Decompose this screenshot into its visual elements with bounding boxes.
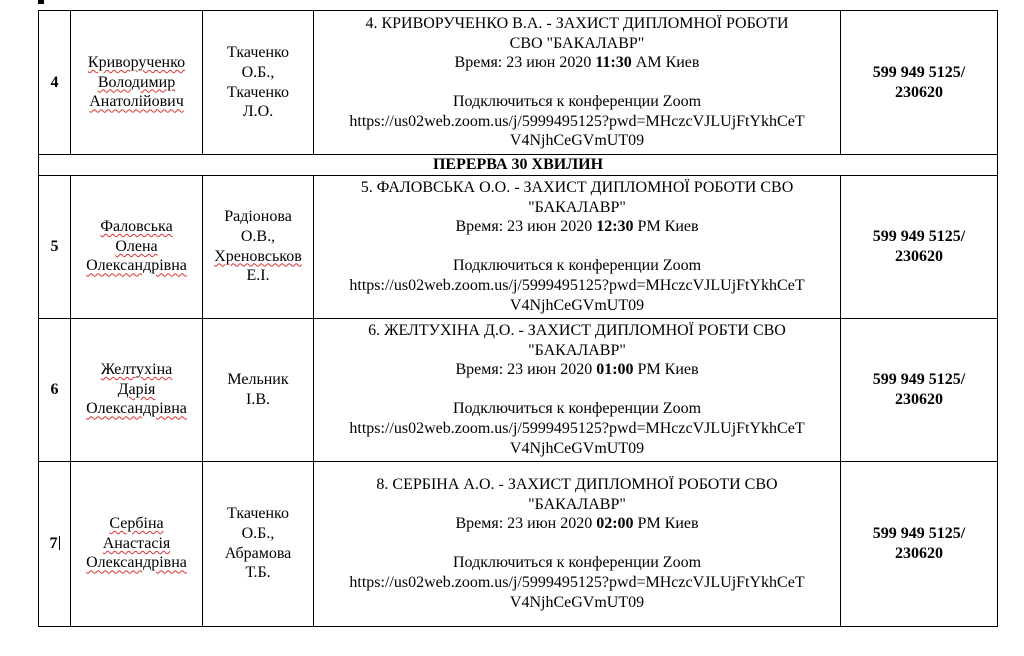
conference-id-cell <box>841 461 998 626</box>
conference-id: 599 949 5125/ <box>872 228 966 245</box>
time-suffix: PM Киев <box>633 218 699 236</box>
zoom-link[interactable]: https://us02web.zoom.us/j/5999495125?pwd=MHczcVJLUjFtYkhCeT <box>349 573 805 591</box>
student-name-line: Сербіна <box>109 515 164 533</box>
row-number <box>39 461 71 626</box>
conference-code: 230620 <box>895 83 943 101</box>
student-name-cell <box>71 175 203 318</box>
row-number: 6 <box>39 318 71 461</box>
supervisor-cell <box>203 11 314 155</box>
student-name-line: Анастасія <box>102 534 171 552</box>
time-suffix: PM Киев <box>633 515 699 533</box>
supervisor-line: О.Б., <box>241 525 275 542</box>
meeting-time <box>318 53 836 73</box>
zoom-connect-text: Подключиться к конференции Zoom <box>452 554 702 572</box>
zoom-connect-text: Подключиться к конференции Zoom <box>452 93 702 111</box>
supervisor-cell <box>203 318 314 461</box>
conference-id-cell <box>841 11 998 155</box>
conference-code: 230620 <box>895 247 943 265</box>
student-name-cell <box>71 318 203 461</box>
defense-title-cont: "БАКАЛАВР" <box>528 495 626 513</box>
table-row <box>39 175 998 318</box>
meeting-info-cell <box>314 11 841 155</box>
time-value: 12:30 <box>596 218 634 236</box>
supervisor-line: О.В., <box>240 228 276 245</box>
conference-id: 599 949 5125/ <box>872 63 966 81</box>
defense-title-cont: "БАКАЛАВР" <box>528 341 626 359</box>
conference-id: 599 949 5125/ <box>872 371 966 388</box>
time-value: 02:00 <box>596 515 634 533</box>
supervisor-line: Хреновськов <box>214 247 302 265</box>
student-name-cell <box>71 11 203 155</box>
student-name-line: Дарія <box>117 380 156 398</box>
conference-id-cell <box>841 175 998 318</box>
conference-id-cell <box>841 318 998 461</box>
supervisor-line: Ткаченко <box>226 505 290 523</box>
student-name-cell <box>71 461 203 626</box>
supervisor-line: Радіонова <box>224 208 292 226</box>
row-number-text: 7 <box>49 534 58 552</box>
meeting-info-cell <box>314 175 841 318</box>
meeting-info-cell <box>314 461 841 626</box>
defense-title-cont: СВО "БАКАЛАВР" <box>509 34 645 52</box>
supervisor-line: Мельник <box>227 371 289 388</box>
student-name-line: Олександрівна <box>86 554 187 572</box>
time-value: 11:30 <box>595 54 632 72</box>
time-suffix: PM Киев <box>633 361 699 379</box>
zoom-link[interactable]: https://us02web.zoom.us/j/5999495125?pwd=MHczcVJLUjFtYkhCeT <box>349 276 805 294</box>
meeting-time <box>318 217 836 237</box>
zoom-link-cont[interactable]: V4NjhCeGVmUT09 <box>509 132 645 150</box>
meeting-time <box>318 514 836 534</box>
zoom-link-cont[interactable]: V4NjhCeGVmUT09 <box>509 593 645 611</box>
supervisor-line: Т.Б. <box>245 564 271 582</box>
time-value: 01:00 <box>596 361 634 379</box>
student-name-line: Анатолійович <box>89 93 184 111</box>
supervisor-line: І.В. <box>246 390 270 408</box>
conference-code: 230620 <box>895 390 943 408</box>
meeting-info-cell <box>314 318 841 461</box>
break-label: ПЕРЕРВА 30 ХВИЛИН <box>39 155 998 176</box>
defense-title: 4. КРИВОРУЧЕНКО В.А. - ЗАХИСТ ДИПЛОМНОЇ РОБОТИ <box>365 14 789 32</box>
page-corner-mark <box>38 0 44 4</box>
student-name-line: Криворученко <box>87 54 186 72</box>
defense-title: 8. СЕРБІНА А.О. - ЗАХИСТ ДИПЛОМНОЇ РОБОТИ СВО <box>376 476 778 494</box>
time-prefix: Время: 23 июн 2020 <box>455 515 597 533</box>
supervisor-line: Л.О. <box>242 103 274 121</box>
student-name-line: Фаловська <box>100 218 173 236</box>
time-suffix: AM Киев <box>631 54 700 72</box>
zoom-link[interactable]: https://us02web.zoom.us/j/5999495125?pwd=MHczcVJLUjFtYkhCeT <box>349 419 805 437</box>
defense-schedule-table <box>38 10 998 627</box>
time-prefix: Время: 23 июн 2020 <box>455 361 597 379</box>
break-row <box>39 155 998 176</box>
conference-id: 599 949 5125/ <box>872 525 966 542</box>
supervisor-line: Е.І. <box>246 267 270 285</box>
zoom-connect-text: Подключиться к конференции Zoom <box>452 257 702 275</box>
zoom-link[interactable]: https://us02web.zoom.us/j/5999495125?pwd=MHczcVJLUjFtYkhCeT <box>349 112 805 130</box>
defense-title: 6. ЖЕЛТУХІНА Д.О. - ЗАХИСТ ДИПЛОМНОЇ РОБТИ СВО <box>368 322 786 340</box>
supervisor-line: Ткаченко <box>226 44 290 62</box>
table-row <box>39 11 998 155</box>
text-cursor <box>59 536 60 550</box>
conference-code: 230620 <box>895 544 943 562</box>
supervisor-cell <box>203 175 314 318</box>
defense-title: 5. ФАЛОВСЬКА О.О. - ЗАХИСТ ДИПЛОМНОЇ РОБОТИ СВО <box>360 179 794 197</box>
defense-title-cont: "БАКАЛАВР" <box>528 198 626 216</box>
table-row <box>39 461 998 626</box>
student-name-line: Олександрівна <box>86 400 187 418</box>
time-prefix: Время: 23 июн 2020 <box>454 54 596 72</box>
zoom-link-cont[interactable]: V4NjhCeGVmUT09 <box>509 439 645 457</box>
student-name-line: Володимир <box>97 73 176 91</box>
row-number: 4 <box>39 11 71 155</box>
supervisor-line: Ткаченко <box>226 83 290 101</box>
student-name-line: Желтухіна <box>100 361 173 379</box>
supervisor-cell <box>203 461 314 626</box>
student-name-line: Олена <box>115 237 158 255</box>
time-prefix: Время: 23 июн 2020 <box>455 218 597 236</box>
supervisor-line: Абрамова <box>224 544 292 562</box>
row-number: 5 <box>39 175 71 318</box>
student-name-line: Олександрівна <box>86 257 187 275</box>
supervisor-line: О.Б., <box>241 63 275 81</box>
zoom-connect-text: Подключиться к конференции Zoom <box>452 400 702 418</box>
zoom-link-cont[interactable]: V4NjhCeGVmUT09 <box>509 296 645 314</box>
table-row <box>39 318 998 461</box>
meeting-time <box>318 360 836 380</box>
